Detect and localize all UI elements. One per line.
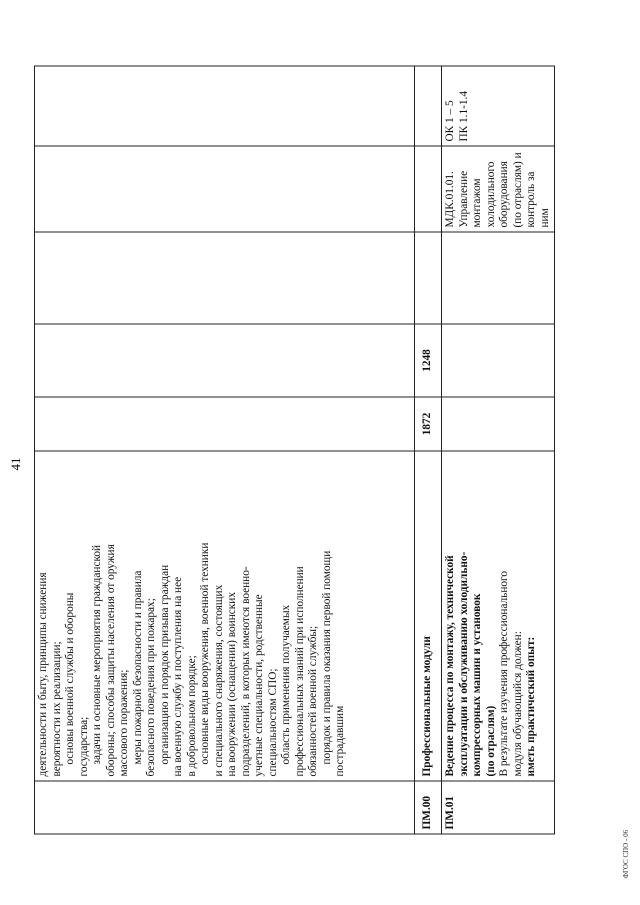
text-line: специальностям СПО;: [266, 668, 279, 777]
table-cell-competencies: [442, 66, 555, 146]
table-cell-content: [35, 451, 415, 781]
text-line: деятельности и быту, принципы снижения: [37, 572, 49, 777]
text-line: безопасного поведения при пожарах;: [145, 598, 157, 777]
table-cell-competencies: [35, 66, 415, 146]
table-cell-max-load: [442, 397, 555, 451]
text-line: компрессорных машин и установок: [471, 593, 483, 777]
table-cell-discipline: [35, 232, 415, 324]
table-cell-mandatory: [35, 324, 415, 397]
text-line: и специального снаряжения, состоящих: [212, 584, 225, 777]
table-cell-discipline: [442, 232, 555, 324]
table-cell-mandatory: 1248: [415, 324, 442, 397]
text-line: меры пожарной безопасности и правила: [131, 570, 144, 765]
text-line: холодильного: [484, 161, 497, 228]
text-line: область применения получаемых: [280, 604, 292, 765]
text-line: организацию и порядок призыва граждан: [158, 564, 171, 765]
text-line: на вооружении (оснащении) воинских: [226, 592, 238, 777]
text-line: порядок и правила оказания первой помощи: [320, 550, 333, 765]
curriculum-table: [34, 66, 555, 835]
text-line: основные виды вооружения, военной техники: [199, 542, 211, 765]
text-line: (по отраслям) и: [511, 152, 524, 228]
text-line: пострадавшим: [334, 705, 346, 777]
text-line: основы военной службы и обороны: [64, 592, 76, 765]
text-line: профессиональных знаний при исполнении: [293, 566, 306, 777]
table-cell-code: [35, 781, 415, 834]
text-line: модуля обучающийся должен:: [511, 631, 524, 777]
table-cell-mdk: [415, 146, 442, 232]
text-line: Управление монтажом: [457, 170, 483, 228]
text-line: обязанностей военной службы;: [307, 625, 319, 777]
text-line: В результате изучения профессионального: [498, 570, 510, 777]
mdk-code: МДК.01.01.: [444, 171, 456, 228]
text-line: на военную службу и поступления на нее: [172, 576, 184, 777]
page-number: 41: [8, 457, 23, 471]
text-line: обороны; способы защиты населения от оружия: [104, 544, 117, 777]
footer-mark: ФГОС СПО - 06: [622, 829, 630, 879]
text-line: (по отраслям): [484, 705, 497, 777]
text-line: оборудования: [498, 161, 510, 228]
table-cell-content: [442, 451, 555, 781]
text-line: эксплуатации и обслуживанию холодильно-: [457, 551, 470, 777]
text-line: государства;: [77, 716, 90, 777]
table-row-pm01: [442, 66, 555, 834]
table-cell-discipline: [415, 232, 442, 324]
text-line: ПК 1.1-1.4: [457, 90, 470, 142]
text-line: учетные специальности, родственные: [253, 594, 265, 777]
table-cell-mdk: [35, 146, 415, 232]
table-cell-max-load: 1872: [415, 397, 442, 451]
text-line: контроль за ним: [525, 171, 551, 228]
table-row-professional-modules: [415, 66, 442, 834]
table-cell-max-load: [35, 397, 415, 451]
text-line: ОК 1 – 5: [444, 100, 456, 142]
text-line: иметь практический опыт:: [525, 636, 537, 777]
table-cell-code: ПМ.00: [415, 781, 442, 834]
text-line: массового поражения;: [118, 669, 130, 777]
table-cell-content: Профессиональные модули: [415, 451, 442, 781]
table-row-continuation: [35, 66, 415, 834]
text-line: задачи и основные мероприятия гражданской: [91, 544, 103, 765]
text-line: вероятности их реализации;: [50, 641, 63, 777]
text-line: подразделений, в которых имеются военно-: [239, 566, 252, 777]
table-cell-mdk: [442, 146, 555, 232]
table-cell-competencies: [415, 66, 442, 146]
table-cell-mandatory: [442, 324, 555, 397]
table-cell-code: ПМ.01: [442, 781, 555, 834]
text-line: в добровольном порядке;: [185, 655, 198, 777]
text-line: Ведение процесса по монтажу, технической: [444, 555, 456, 777]
